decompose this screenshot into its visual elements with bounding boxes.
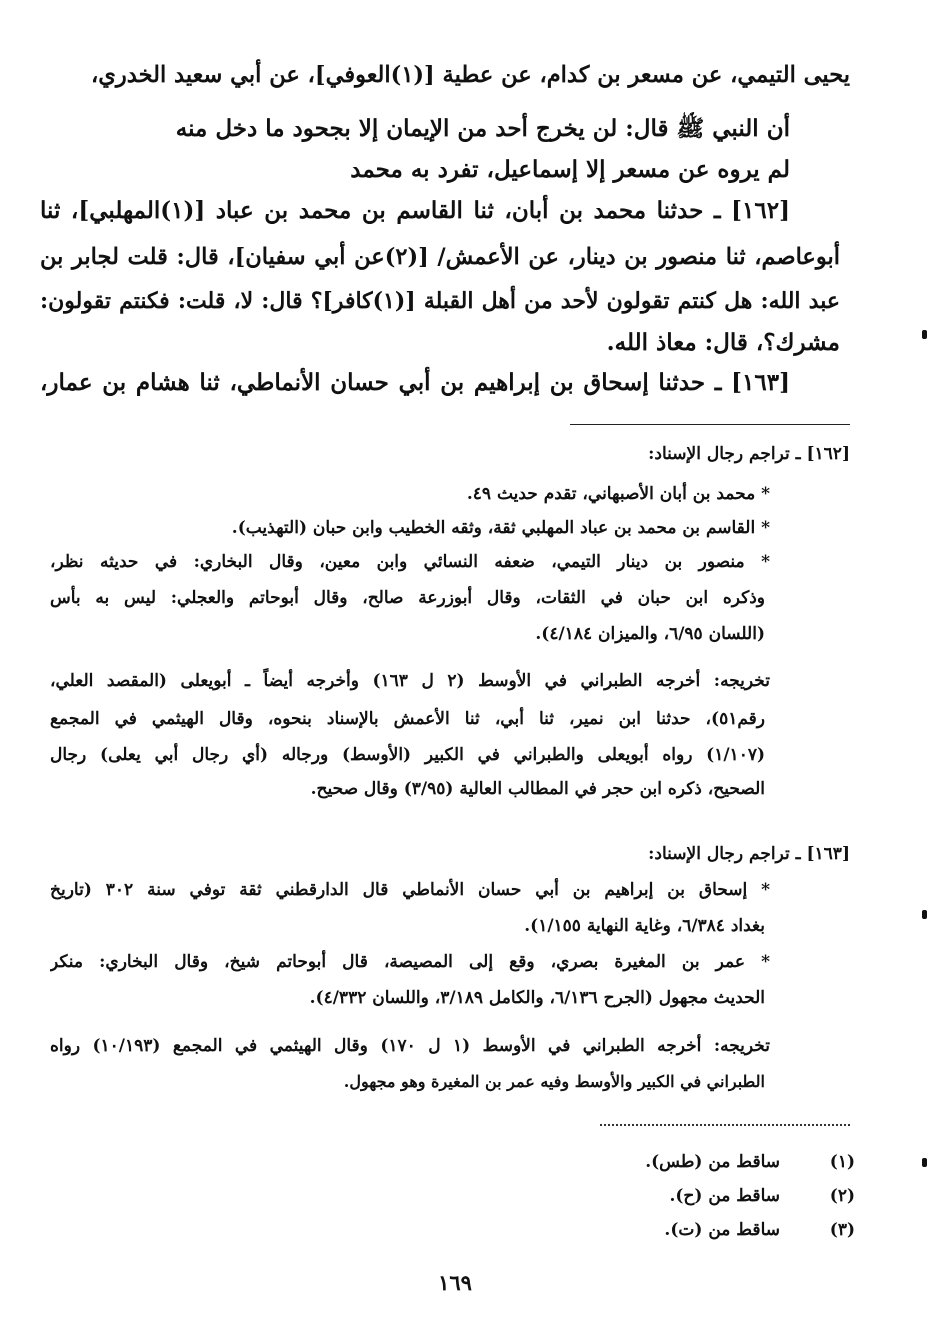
narrator-note: * منصور بن دينار التيمي، ضعفه النسائي وابن معين، وقال البخاري: في حديثه نظر، — [50, 552, 770, 572]
footnote-text: ساقط من (ت). — [664, 1220, 780, 1240]
footnote-number: (١) — [829, 1152, 855, 1172]
footnote-text: ساقط من (ح). — [669, 1186, 780, 1206]
takhrij-line: (١/١٠٧) رواه أبويعلى والطبراني في الكبير (الأوسط) ورجاله (أي رجال أبي يعلى) رجال — [50, 745, 765, 765]
narrator-note: * إسحاق بن إبراهيم بن أبي حسان الأنماطي قال الدارقطني ثقة توفي سنة ٣٠٢ (تاريخ — [50, 880, 770, 900]
main-text-line: [١٦٢] ـ حدثنا محمد بن أبان، ثنا القاسم بن محمد بن عباد [(١)المهلبي]، ثنا — [40, 197, 790, 224]
main-text-line: أبوعاصم، ثنا منصور بن دينار، عن الأعمش/ [(٢)عن أبي سفيان]، قال: قلت لجابر بن — [40, 244, 840, 270]
main-text-line: عبد الله: هل كنتم تقولون لأحد من أهل القبلة [(١)كافر]؟ قال: لا، قلت: فكنتم تقولون: — [40, 288, 840, 314]
main-text-line: أن النبي ﷺ قال: لن يخرج أحد من الإيمان إلا بجحود ما دخل منه — [175, 115, 790, 142]
takhrij-line: تخريجه: أخرجه الطبراني في الأوسط (١ ل ١٧٠) وقال الهيثمي في المجمع (١٠/١٩٣) رواه — [50, 1036, 770, 1056]
takhrij-line: الصحيح، ذكره ابن حجر في المطالب العالية (٣/٩٥) وقال صحيح. — [310, 779, 765, 799]
footnote-number: (٣) — [829, 1220, 855, 1240]
main-text-line: [١٦٣] ـ حدثنا إسحاق بن إبراهيم بن أبي حسان الأنماطي، ثنا هشام بن عمار، — [40, 369, 790, 396]
notes-separator — [570, 424, 850, 425]
margin-mark — [922, 330, 927, 339]
narrator-note: الحديث مجهول (الجرح ٦/١٣٦، والكامل ٣/١٨٩، واللسان ٤/٣٣٢). — [309, 988, 765, 1008]
margin-mark — [922, 1158, 927, 1167]
footnote-number: (٢) — [829, 1186, 855, 1206]
narrator-note: بغداد ٦/٣٨٤، وغاية النهاية ١/١٥٥). — [524, 916, 765, 936]
margin-mark — [922, 910, 927, 919]
notes-162-heading: [١٦٢] ـ تراجم رجال الإسناد: — [648, 444, 850, 464]
main-text-line: لم يروه عن مسعر إلا إسماعيل، تفرد به محمد — [350, 156, 790, 183]
narrator-note: * محمد بن أبان الأصبهاني، تقدم حديث ٤٩. — [466, 484, 770, 504]
footnote-text: ساقط من (طس). — [645, 1152, 780, 1172]
footnotes-separator — [600, 1124, 850, 1126]
narrator-note: * عمر بن المغيرة بصري، وقع إلى المصيصة، قال أبوحاتم شيخ، وقال البخاري: منكر — [50, 952, 770, 972]
notes-163-heading: [١٦٣] ـ تراجم رجال الإسناد: — [648, 844, 850, 864]
main-text-line: يحيى التيمي، عن مسعر بن كدام، عن عطية [(١)العوفي]، عن أبي سعيد الخدري، — [91, 62, 850, 88]
takhrij-line: تخريجه: أخرجه الطبراني في الأوسط (٢ ل ١٦٣) وأخرجه أيضاً ـ أبويعلى (المقصد العلي، — [50, 671, 770, 691]
page-number: ١٦٩ — [438, 1270, 472, 1295]
narrator-note: * القاسم بن محمد بن عباد المهلبي ثقة، وثقه الخطيب وابن حبان (التهذيب). — [231, 518, 770, 538]
takhrij-line: الطبراني في الكبير والأوسط وفيه عمر بن المغيرة وهو مجهول. — [343, 1072, 765, 1091]
main-text-line: مشرك؟، قال: معاذ الله. — [606, 329, 840, 356]
narrator-note: وذكره ابن حبان في الثقات، وقال أبوزرعة صالح، وقال أبوحاتم والعجلي: ليس به بأس — [50, 588, 765, 608]
takhrij-line: رقم٥١)، حدثنا ابن نمير، ثنا أبي، ثنا الأعمش بالإسناد بنحوه، وقال الهيثمي في المجمع — [50, 709, 765, 729]
narrator-note: (اللسان ٦/٩٥، والميزان ٤/١٨٤). — [535, 624, 765, 644]
